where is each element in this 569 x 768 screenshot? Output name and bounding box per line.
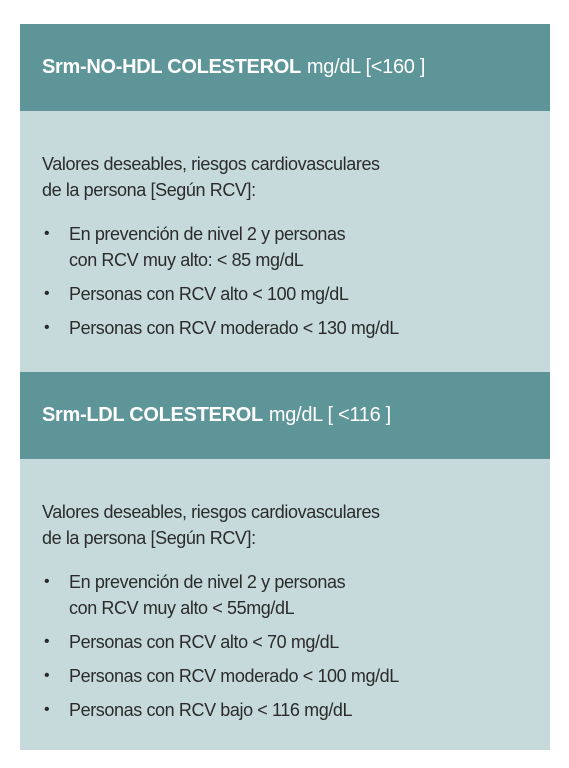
list-item-text: con RCV muy alto: < 85 mg/dL [69,250,304,270]
bullet-icon: • [44,701,50,718]
list-item [42,629,528,655]
bullet-icon: • [44,319,50,336]
list-item [42,697,528,723]
ldl-cholesterol-card [20,372,550,750]
section-target-range: mg/dL [ <116 ] [268,404,391,426]
bullet-icon: • [44,633,50,650]
list-item-text: Personas con RCV alto < 100 mg/dL [69,284,349,304]
list-item-text: Personas con RCV bajo < 116 mg/dL [69,700,353,720]
section-target-range: mg/dL [<160 ] [306,56,426,78]
bullet-icon: • [44,225,50,242]
section-intro [42,499,528,551]
intro-line: de la persona [Según RCV]: [42,180,256,200]
intro-line: Valores deseables, riesgos cardiovasculares [42,154,380,174]
section-title: Srm-LDL COLESTEROL [42,404,263,426]
bullet-icon: • [44,667,50,684]
risk-target-list [42,569,528,723]
list-item [42,315,528,341]
bullet-icon: • [44,573,50,590]
list-item [42,221,528,273]
section-title: Srm-NO-HDL COLESTEROL [42,56,301,78]
intro-line: de la persona [Según RCV]: [42,528,256,548]
list-item-text: con RCV muy alto < 55mg/dL [69,598,295,618]
list-item-text: En prevención de nivel 2 y personas [69,572,346,592]
ldl-cholesterol-body [20,459,550,723]
list-item [42,281,528,307]
list-item [42,569,528,621]
ldl-cholesterol-header [20,372,550,459]
list-item-text: Personas con RCV moderado < 100 mg/dL [69,666,399,686]
no-hdl-cholesterol-body [20,111,550,341]
intro-line: Valores deseables, riesgos cardiovasculares [42,502,380,522]
list-item-text: Personas con RCV alto < 70 mg/dL [69,632,339,652]
list-item [42,663,528,689]
list-item-text: Personas con RCV moderado < 130 mg/dL [69,318,399,338]
no-hdl-cholesterol-card [20,24,550,372]
section-intro [42,151,528,203]
no-hdl-cholesterol-header [20,24,550,111]
list-item-text: En prevención de nivel 2 y personas [69,224,346,244]
bullet-icon: • [44,285,50,302]
risk-target-list [42,221,528,341]
